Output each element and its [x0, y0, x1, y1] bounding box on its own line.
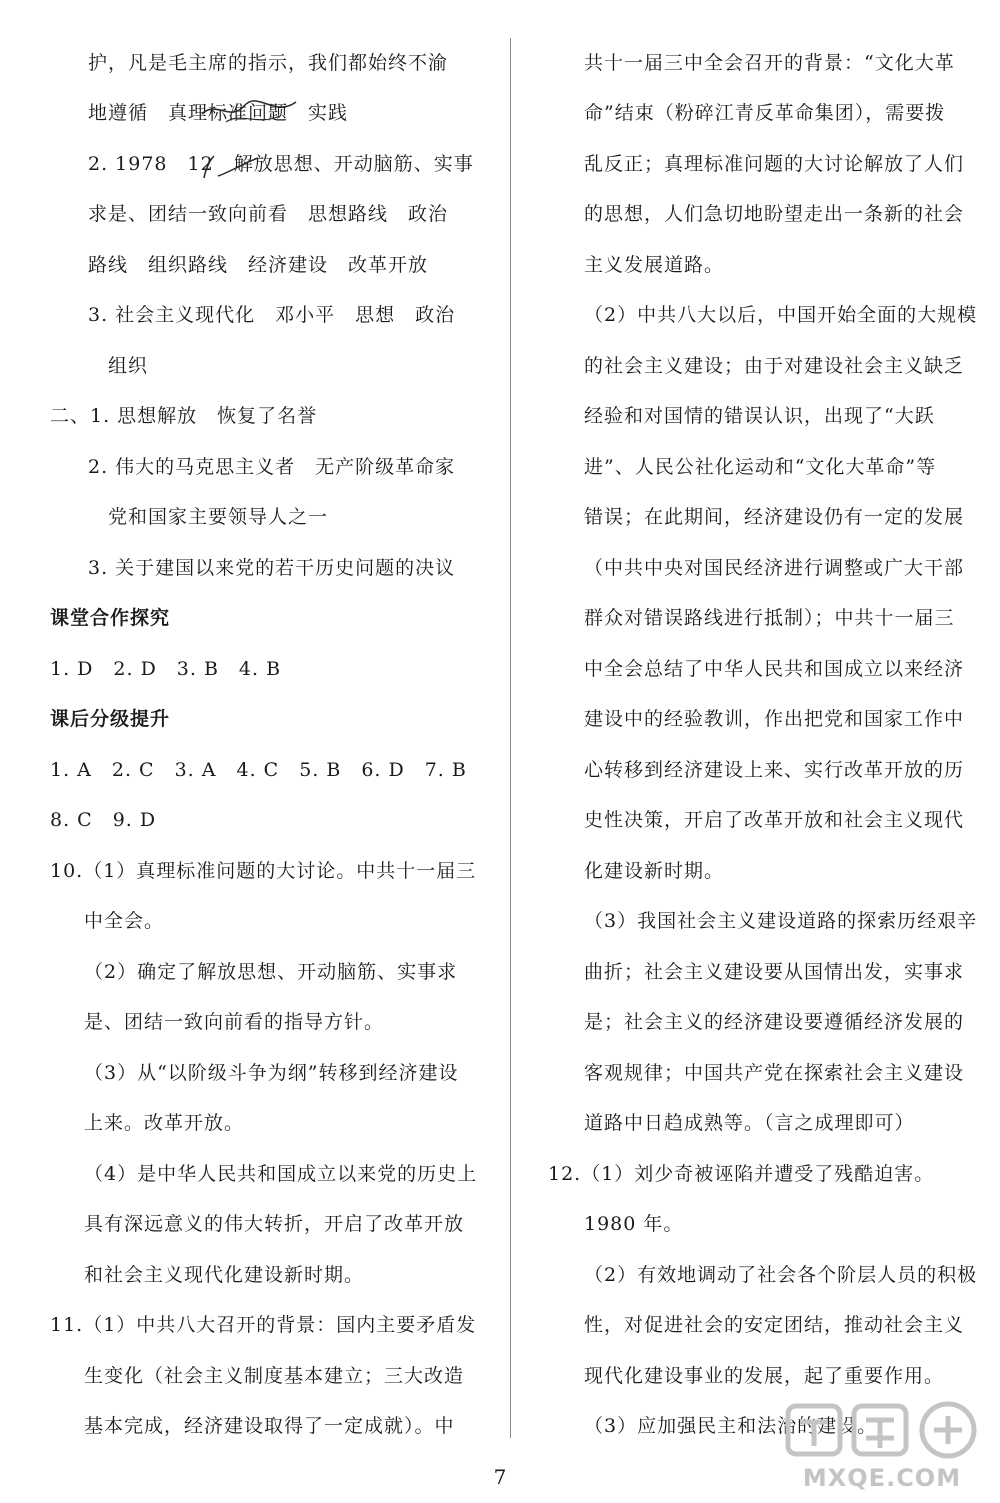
question-12-line: 12.（1）刘少奇被诬陷并遭受了残酷迫害。 [548, 1163, 935, 1185]
text-line: 上来。改革开放。 [84, 1112, 245, 1134]
text-line: 曲折；社会主义建设要从国情出发，实事求 [584, 961, 965, 983]
section-heading-after-class: 课后分级提升 [50, 708, 171, 730]
answer-line: 1. D 2. D 3. B 4. B [50, 658, 282, 680]
text-line: 史性决策，开启了改革开放和社会主义现代 [584, 809, 965, 831]
answer-line: 8. C 9. D [50, 809, 157, 831]
text-line: 地遵循 真理标准问题 实践 [88, 102, 349, 124]
text-line: 2. 1978 12 解放思想、开动脑筋、实事 [88, 153, 474, 175]
text-line: （2）确定了解放思想、开动脑筋、实事求 [84, 961, 458, 983]
question-11-line: 11.（1）中共八大召开的背景：国内主要矛盾发 [50, 1314, 477, 1336]
text-line: 1980 年。 [584, 1213, 684, 1235]
text-line: 建设中的经验教训，作出把党和国家工作中 [584, 708, 965, 730]
text-line: 路线 组织路线 经济建设 改革开放 [88, 254, 429, 276]
text-line: 的社会主义建设；由于对建设社会主义缺乏 [584, 355, 965, 377]
text-line: 和社会主义现代化建设新时期。 [84, 1264, 365, 1286]
section-heading-classroom: 课堂合作探究 [50, 607, 171, 629]
text-line: 基本完成，经济建设取得了一定成就）。中 [84, 1415, 455, 1437]
text-line: 是、团结一致向前看的指导方针。 [84, 1011, 385, 1033]
text-line: 主义发展道路。 [584, 254, 725, 276]
watermark [768, 1398, 996, 1498]
text-line: 现代化建设事业的发展，起了重要作用。 [584, 1365, 945, 1387]
text-line: 2. 伟大的马克思主义者 无产阶级革命家 [88, 456, 456, 478]
question-10-line: 10.（1）真理标准问题的大讨论。中共十一届三 [50, 860, 477, 882]
text-line: 性，对促进社会的安定团结，推动社会主义 [584, 1314, 965, 1336]
text-line: 群众对错误路线进行抵制）；中共十一届三 [584, 607, 955, 629]
text-line: 3. 社会主义现代化 邓小平 思想 政治 [88, 304, 456, 326]
text-line: 错误；在此期间，经济建设仍有一定的发展 [584, 506, 965, 528]
text-line: 经验和对国情的错误认识，出现了“大跃 [584, 405, 935, 427]
text-line: 进”、人民公社化运动和“文化大革命”等 [584, 456, 937, 478]
text-line: 共十一届三中全会召开的背景：“文化大革 [584, 52, 955, 74]
pen-scribble-mark [196, 150, 266, 184]
watermark-site-text: MXQE.COM [802, 1464, 962, 1492]
text-line: 护，凡是毛主席的指示，我们都始终不渝 [88, 52, 449, 74]
page-number: 7 [493, 1465, 507, 1489]
text-line: （3）从“以阶级斗争为纲”转移到经济建设 [84, 1062, 459, 1084]
text-line: 党和国家主要领导人之一 [108, 506, 329, 528]
text-line: 的思想，人们急切地盼望走出一条新的社会 [584, 203, 965, 225]
text-line: （中共中央对国民经济进行调整或广大干部 [584, 557, 965, 579]
text-line: 中全会总结了中华人民共和国成立以来经济 [584, 658, 965, 680]
text-line: 具有深远意义的伟大转折，开启了改革开放 [84, 1213, 465, 1235]
answer-line: 1. A 2. C 3. A 4. C 5. B 6. D 7. B [50, 759, 467, 781]
text-line: 客观规律；中国共产党在探索社会主义建设 [584, 1062, 965, 1084]
text-line: 3. 关于建国以来党的若干历史问题的决议 [88, 557, 456, 579]
section-two-heading: 二、1. 思想解放 恢复了名誉 [50, 405, 318, 427]
text-line: （3）应加强民主和法治的建设。 [584, 1415, 878, 1437]
watermark-logo-icon [782, 1398, 982, 1460]
text-line: 是；社会主义的经济建设要遵循经济发展的 [584, 1011, 965, 1033]
text-line: （2）中共八大以后，中国开始全面的大规模 [584, 304, 978, 326]
text-line: 组织 [108, 355, 149, 377]
text-line: （2）有效地调动了社会各个阶层人员的积极 [584, 1264, 978, 1286]
text-line: 生变化（社会主义制度基本建立；三大改造 [84, 1365, 465, 1387]
text-line: 乱反正；真理标准问题的大讨论解放了人们 [584, 153, 965, 175]
text-line: （3）我国社会主义建设道路的探索历经艰辛 [584, 910, 978, 932]
text-line: 化建设新时期。 [584, 860, 725, 882]
text-line: 道路中日趋成熟等。（言之成理即可） [584, 1112, 915, 1134]
text-line: 中全会。 [84, 910, 165, 932]
text-line: 心转移到经济建设上来、实行改革开放的历 [584, 759, 965, 781]
text-line: 求是、团结一致向前看 思想路线 政治 [88, 203, 449, 225]
column-divider [510, 38, 511, 1438]
pen-scribble-mark [196, 92, 306, 132]
text-line: 命”结束（粉碎江青反革命集团），需要拨 [584, 102, 946, 124]
text-line: （4）是中华人民共和国成立以来党的历史上 [84, 1163, 478, 1185]
